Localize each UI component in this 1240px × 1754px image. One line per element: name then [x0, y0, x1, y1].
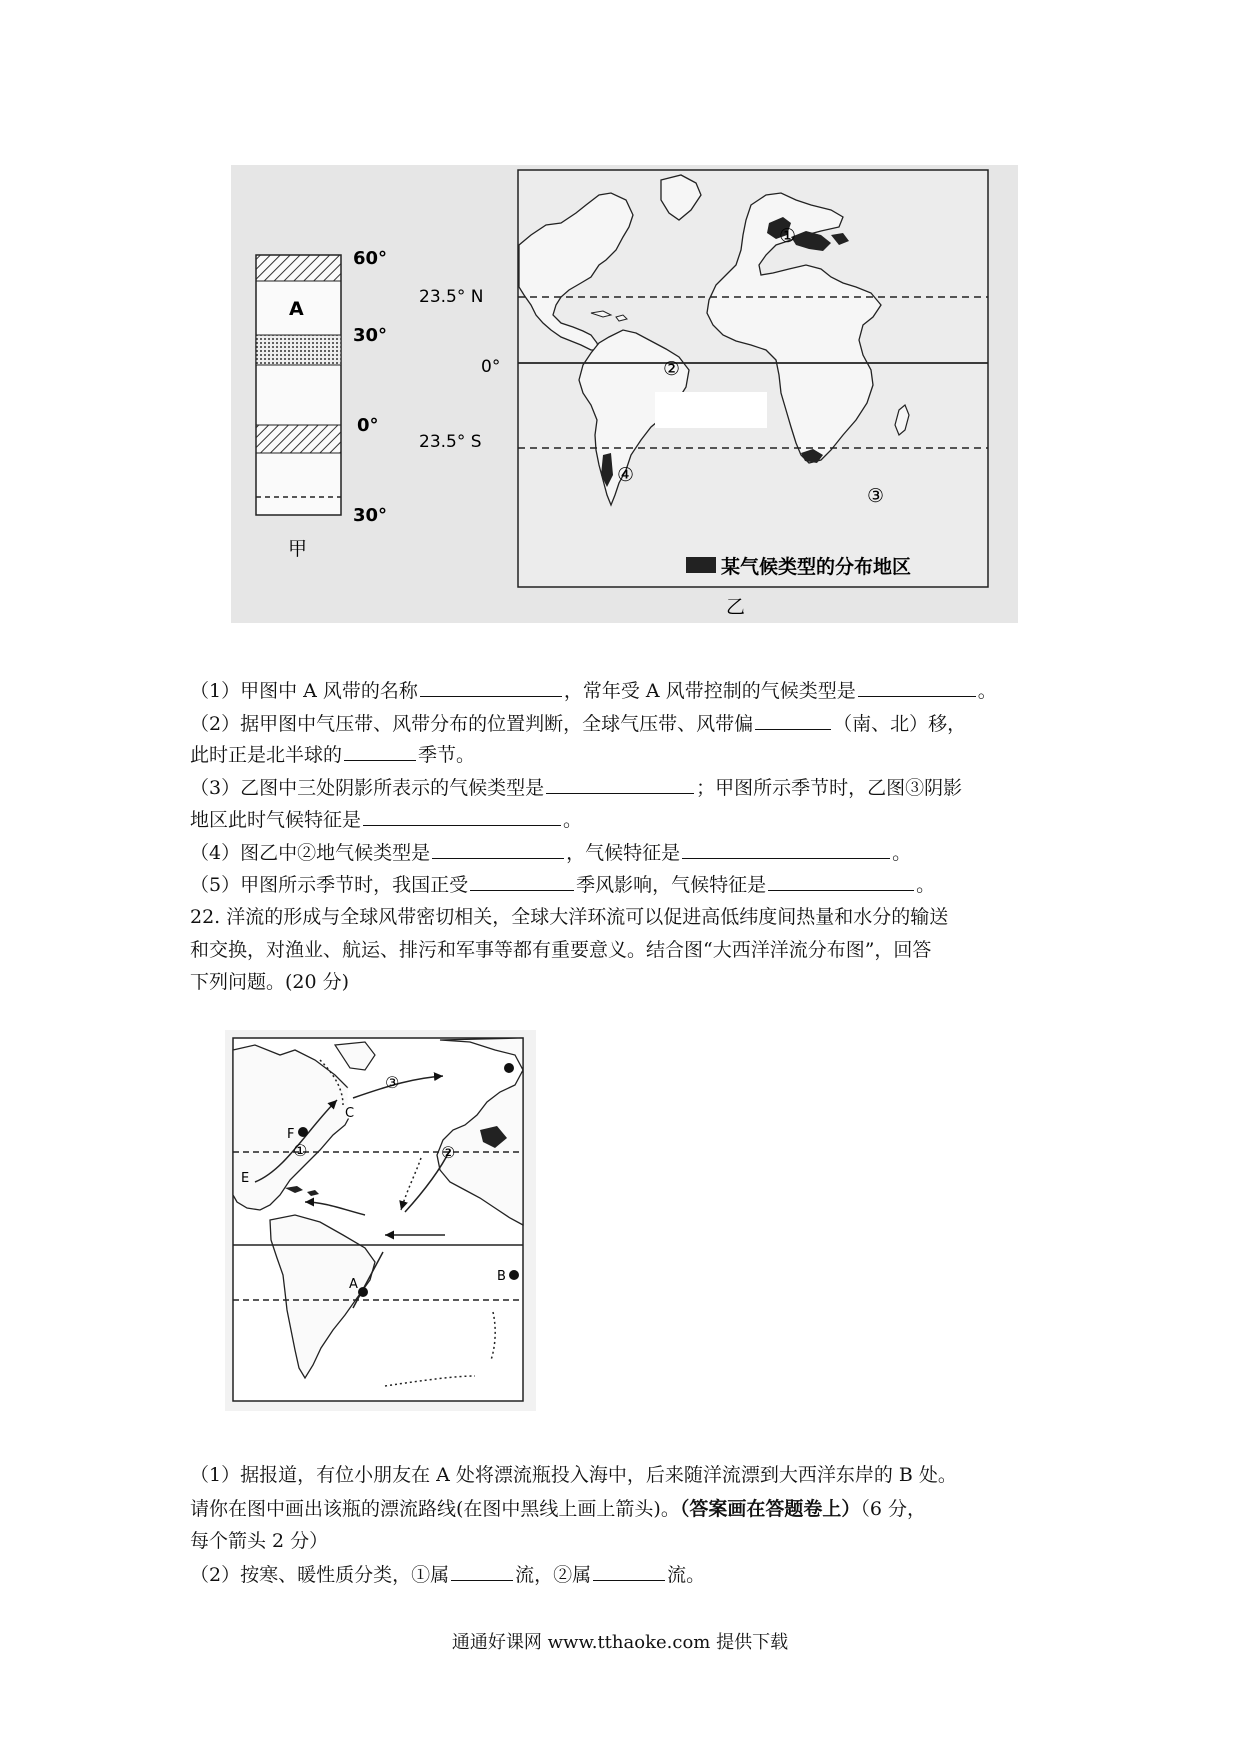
belt-a-label: A: [289, 298, 304, 320]
q21-line-6: [190, 838, 911, 868]
q21-3-text-a: 此时正是北半球的: [190, 744, 343, 766]
q22-sub-line-4: [190, 1560, 705, 1590]
fig2-marker-2: ②: [441, 1143, 456, 1162]
jia-lat-60: 60°: [353, 248, 388, 269]
q22-sub-line-2: [190, 1494, 926, 1524]
q22-sub-4-blank-b[interactable]: [593, 1562, 665, 1581]
point-a: [358, 1287, 368, 1297]
q21-4-text-b: ；甲图所示季节时，乙图③阴影: [696, 777, 963, 799]
q22-sub-4-text-b: 流，②属: [515, 1564, 592, 1586]
marker-2: ②: [663, 358, 681, 380]
q22-sub-2-text-c: （6 分，: [860, 1498, 926, 1520]
q21-5-text-a: 地区此时气候特征是: [190, 809, 362, 831]
jia-lat-30n: 30°: [353, 325, 388, 346]
marker-4: ④: [617, 464, 635, 486]
q22-line-3: 下列问题。(20 分): [190, 971, 350, 993]
q21-7-blank-b[interactable]: [768, 872, 914, 891]
q22-sub-4-text-c: 流。: [667, 1564, 706, 1586]
q21-line-4: [190, 773, 962, 803]
q21-2-blank[interactable]: [755, 711, 831, 730]
q21-7-text-c: 。: [916, 874, 936, 896]
q21-1-blank-b[interactable]: [858, 678, 976, 697]
figure-1-wind-belts-and-climate-map: [231, 165, 1018, 623]
yi-lat-0: 0°: [481, 357, 501, 377]
q21-6-blank-a[interactable]: [432, 840, 564, 859]
blank-label-box: [655, 392, 767, 428]
q21-line-7: [190, 870, 935, 900]
q21-line-5: [190, 805, 582, 835]
label-a: A: [349, 1277, 358, 1292]
yi-lat-23s: 23.5° S: [419, 432, 482, 452]
figure-1-svg: [231, 165, 1018, 623]
jia-pressure-belt-diagram: [256, 255, 341, 515]
q21-7-text-b: 季风影响，气候特征是: [576, 874, 767, 896]
q21-6-text-a: （4）图乙中②地气候类型是: [190, 842, 431, 864]
q22-sub-4-blank-a[interactable]: [451, 1562, 513, 1581]
q21-2-text-b: （南、北）移，: [833, 713, 967, 735]
q21-6-text-b: ，气候特征是: [566, 842, 681, 864]
q21-7-blank-a[interactable]: [470, 872, 574, 891]
q21-3-blank[interactable]: [344, 742, 416, 761]
q22-sub-line-3: 每个箭头 2 分）: [190, 1530, 329, 1552]
q21-1-text-c: 。: [977, 680, 997, 702]
q21-5-blank[interactable]: [363, 807, 561, 826]
q21-5-text-b: 。: [563, 809, 583, 831]
jia-lat-0: 0°: [357, 415, 379, 436]
pressure-belt-30: [256, 335, 341, 365]
point-f: [298, 1127, 308, 1137]
marker-3: ③: [867, 485, 885, 507]
point-b: [509, 1270, 519, 1280]
q21-6-text-c: 。: [892, 842, 912, 864]
yi-lat-23n: 23.5° N: [419, 287, 484, 307]
q21-7-text-a: （5）甲图所示季节时，我国正受: [190, 874, 469, 896]
figure-2-svg: [225, 1030, 536, 1411]
fig2-marker-1: ①: [293, 1141, 308, 1160]
q22-line-1: 22. 洋流的形成与全球风带密切相关，全球大洋环流可以促进高低纬度间热量和水分的输送: [190, 906, 949, 928]
point-uk: [504, 1063, 514, 1073]
q22-line-2: 和交换，对渔业、航运、排污和军事等都有重要意义。结合图“大西洋洋流分布图”，回答: [190, 939, 932, 961]
q21-4-blank[interactable]: [546, 775, 694, 794]
page-footer: 通通好课网 www.tthaoke.com 提供下载: [451, 1632, 789, 1653]
marker-1: ①: [779, 225, 797, 247]
q22-sub-line-1: （1）据报道，有位小朋友在 A 处将漂流瓶投入海中，后来随洋流漂到大西洋东岸的 B 处。: [190, 1464, 957, 1486]
q21-4-text-a: （3）乙图中三处阴影所表示的气候类型是: [190, 777, 545, 799]
q21-3-text-b: 季节。: [418, 744, 476, 766]
jia-lat-30s: 30°: [353, 505, 388, 526]
q21-line-3: [190, 740, 475, 770]
legend-swatch: [686, 557, 716, 573]
q21-line-2: [190, 709, 966, 739]
fig2-marker-3: ③: [385, 1073, 400, 1092]
q21-1-text-b: ，常年受 A 风带控制的气候类型是: [563, 680, 856, 702]
figure-2-atlantic-currents-map: [225, 1030, 536, 1411]
label-f: F: [287, 1127, 295, 1142]
yi-caption: 乙: [726, 596, 746, 618]
q21-1-blank-a[interactable]: [420, 678, 562, 697]
q21-6-blank-b[interactable]: [682, 840, 890, 859]
label-c: C: [345, 1106, 355, 1121]
legend-label: 某气候类型的分布地区: [721, 556, 912, 578]
q22-sub-2-text-b: （答案画在答题卷上）: [679, 1498, 861, 1520]
q21-2-text-a: （2）据甲图中气压带、风带分布的位置判断，全球气压带、风带偏: [190, 713, 754, 735]
jia-caption: 甲: [288, 538, 308, 560]
q21-1-text-a: （1）甲图中 A 风带的名称: [190, 680, 418, 702]
pressure-belt-equator: [256, 425, 341, 453]
q22-sub-2-text-a: 请你在图中画出该瓶的漂流路线(在图中黑线上画上箭头)。: [190, 1498, 680, 1520]
q21-line-1: [190, 676, 997, 706]
q22-sub-4-text-a: （2）按寒、暖性质分类，①属: [190, 1564, 450, 1586]
pressure-belt-60: [256, 255, 341, 281]
yi-world-map: [518, 170, 988, 587]
blank-label-box-2: [348, 1088, 446, 1118]
label-b: B: [497, 1269, 506, 1284]
label-e: E: [241, 1171, 250, 1186]
